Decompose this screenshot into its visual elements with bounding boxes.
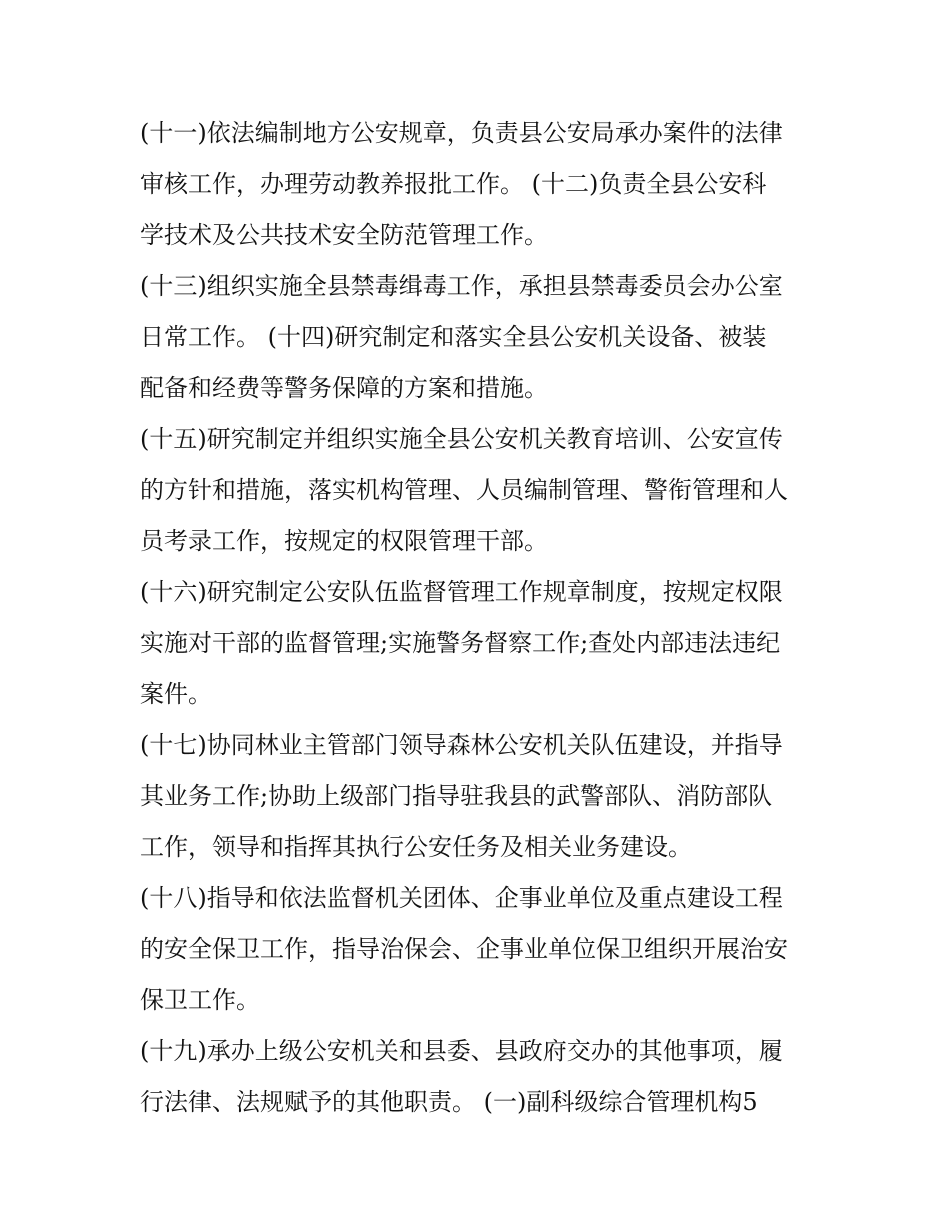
- text-line: 行法律、法规赋予的其他职责。 (一)副科级综合管理机构5: [140, 1088, 758, 1116]
- text-line: 学技术及公共技术安全防范管理工作。: [140, 221, 548, 249]
- text-line: 的方针和措施，落实机构管理、人员编制管理、警衔管理和人: [140, 476, 788, 504]
- text-line: 其业务工作;协助上级部门指导驻我县的武警部队、消防部队: [140, 782, 773, 810]
- text-line: 审核工作，办理劳动教养报批工作。 (十二)负责全县公安科: [140, 170, 767, 198]
- text-line: (十五)研究制定并组织实施全县公安机关教育培训、公安宣传: [140, 425, 783, 453]
- text-line: (十一)依法编制地方公安规章，负责县公安局承办案件的法律: [140, 119, 783, 147]
- text-line: 案件。: [140, 680, 212, 708]
- text-line: 工作，领导和指挥其执行公安任务及相关业务建设。: [140, 833, 692, 861]
- text-line: (十三)组织实施全县禁毒缉毒工作，承担县禁毒委员会办公室: [140, 272, 783, 300]
- text-line: 员考录工作，按规定的权限管理干部。: [140, 527, 548, 555]
- document-body: [140, 108, 820, 1128]
- text-line: 的安全保卫工作，指导治保会、企事业单位保卫组织开展治安: [140, 935, 788, 963]
- text-line: (十七)协同林业主管部门领导森林公安机关队伍建设，并指导: [140, 731, 783, 759]
- text-line: 配备和经费等警务保障的方案和措施。: [140, 374, 548, 402]
- text-line: (十六)研究制定公安队伍监督管理工作规章制度，按规定权限: [140, 578, 783, 606]
- text-line: 日常工作。 (十四)研究制定和落实全县公安机关设备、被装: [140, 323, 767, 351]
- text-line: (十八)指导和依法监督机关团体、企事业单位及重点建设工程: [140, 884, 783, 912]
- text-line: 实施对干部的监督管理;实施警务督察工作;查处内部违法违纪: [140, 629, 781, 657]
- text-line: 保卫工作。: [140, 986, 260, 1014]
- text-line: (十九)承办上级公安机关和县委、县政府交办的其他事项，履: [140, 1037, 783, 1065]
